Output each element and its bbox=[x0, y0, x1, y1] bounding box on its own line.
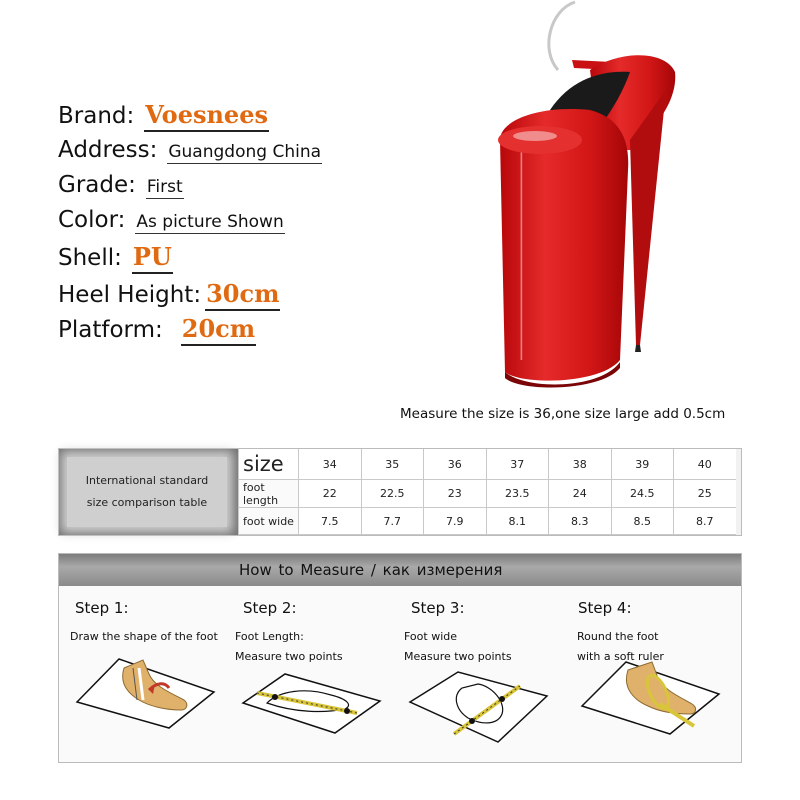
spec-value: 30cm bbox=[205, 279, 280, 311]
spec-row bbox=[58, 137, 322, 164]
spec-row bbox=[58, 172, 184, 199]
step-2-heading: Step 2: bbox=[243, 599, 297, 617]
table-row-label: foot wide bbox=[238, 508, 298, 535]
table-cell: 8.1 bbox=[486, 508, 549, 535]
spec-label: Color: bbox=[58, 207, 126, 233]
table-cell: 25 bbox=[673, 480, 736, 508]
table-cell: 24.5 bbox=[611, 480, 674, 508]
table-title-line1: International standard bbox=[85, 474, 209, 487]
spec-value: As picture Shown bbox=[136, 212, 284, 232]
size-comparison-table bbox=[58, 448, 742, 536]
step-1-heading: Step 1: bbox=[75, 599, 129, 617]
table-cell: 7.5 bbox=[298, 508, 361, 535]
spec-row bbox=[58, 207, 285, 234]
spec-label: Grade: bbox=[58, 172, 136, 198]
size-header-cell: 36 bbox=[423, 449, 486, 480]
red-platform-heel-image bbox=[480, 0, 690, 395]
how-to-measure-header bbox=[59, 554, 741, 586]
table-cell: 7.9 bbox=[423, 508, 486, 535]
size-header-cell: 35 bbox=[361, 449, 424, 480]
size-header-cell: 39 bbox=[611, 449, 674, 480]
table-cell: 7.7 bbox=[361, 508, 424, 535]
spec-value: First bbox=[146, 177, 183, 197]
foot-outline-icon bbox=[69, 654, 219, 729]
spec-value: Guangdong China bbox=[168, 142, 322, 162]
table-title-box bbox=[59, 449, 238, 535]
size-header-label: size bbox=[238, 449, 298, 480]
spec-value: PU bbox=[132, 242, 173, 274]
spec-label: Platform: bbox=[58, 317, 163, 343]
step-4-desc: Round the foot with a soft ruler bbox=[577, 630, 664, 663]
how-to-measure-title: How to Measure / как измерения bbox=[239, 561, 503, 579]
spec-value: Voesnees bbox=[144, 100, 269, 132]
step-3-heading: Step 3: bbox=[411, 599, 465, 617]
size-header-cell: 38 bbox=[548, 449, 611, 480]
spec-label: Brand: bbox=[58, 103, 135, 129]
table-cell: 24 bbox=[548, 480, 611, 508]
spec-label: Address: bbox=[58, 137, 158, 163]
step-4-heading: Step 4: bbox=[578, 599, 632, 617]
size-grid bbox=[238, 449, 740, 535]
table-title-line2: size comparison table bbox=[86, 496, 208, 509]
step-1-desc: Draw the shape of the foot bbox=[70, 630, 218, 643]
table-cell: 8.3 bbox=[548, 508, 611, 535]
spec-label: Heel Height: bbox=[58, 282, 202, 308]
table-cell: 23 bbox=[423, 480, 486, 508]
spec-row bbox=[58, 314, 256, 346]
table-cell: 23.5 bbox=[486, 480, 549, 508]
foot-circumference-icon bbox=[574, 654, 724, 736]
table-cell: 8.5 bbox=[611, 508, 674, 535]
measure-note: Measure the size is 36,one size large add 0.5cm bbox=[400, 406, 726, 422]
table-cell: 8.7 bbox=[673, 508, 736, 535]
size-header-cell: 40 bbox=[673, 449, 736, 480]
size-header-cell: 37 bbox=[486, 449, 549, 480]
table-cell: 22.5 bbox=[361, 480, 424, 508]
spec-value: 20cm bbox=[181, 314, 256, 346]
table-cell: 22 bbox=[298, 480, 361, 508]
spec-row bbox=[58, 242, 173, 274]
foot-width-ruler-icon bbox=[402, 666, 552, 746]
spec-label: Shell: bbox=[58, 245, 122, 271]
spec-row bbox=[58, 100, 269, 132]
step-3-desc: Foot wide Measure two points bbox=[404, 630, 512, 663]
step-2-desc: Foot Length: Measure two points bbox=[235, 630, 343, 663]
foot-length-ruler-icon bbox=[235, 669, 385, 737]
how-to-measure-panel bbox=[58, 553, 742, 763]
table-row-label: foot length bbox=[238, 480, 298, 508]
spec-row bbox=[58, 279, 280, 311]
size-header-cell: 34 bbox=[298, 449, 361, 480]
